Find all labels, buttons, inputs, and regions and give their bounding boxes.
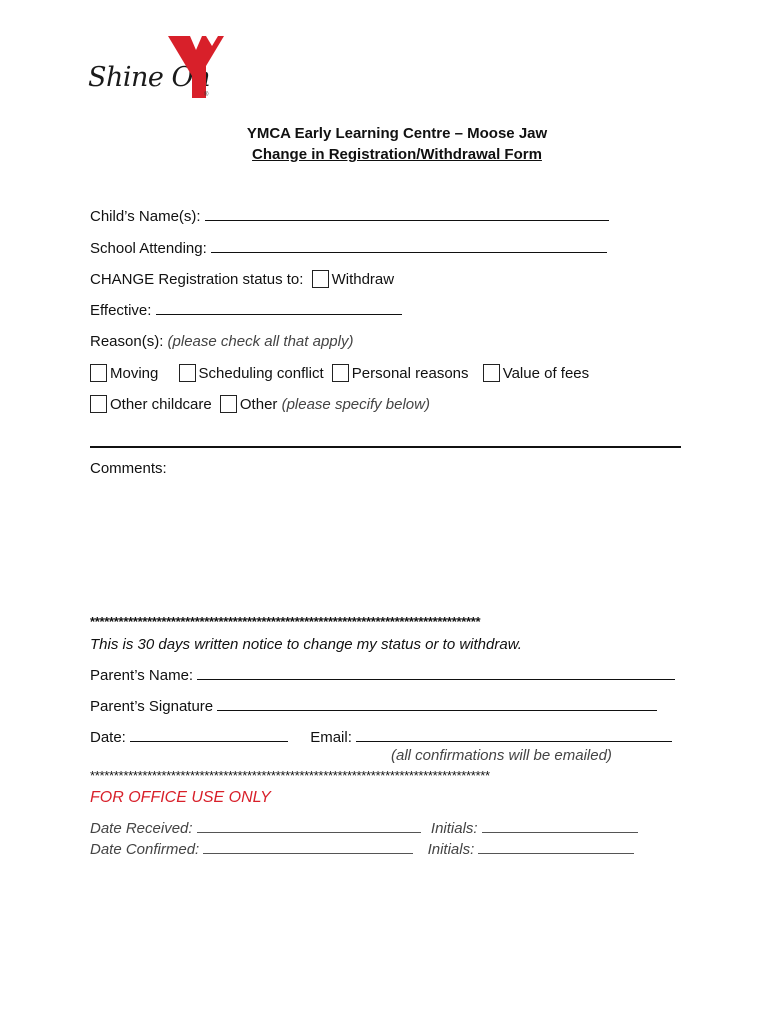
moving-checkbox[interactable]	[90, 364, 107, 382]
initials-label-1: Initials:	[430, 820, 478, 837]
other-childcare-label: Other childcare	[110, 396, 212, 413]
school-row	[90, 240, 607, 257]
date-confirmed-field[interactable]	[203, 841, 413, 854]
school-label: School Attending:	[90, 240, 207, 257]
separator-stars-2: ************************************************************************************	[90, 768, 490, 783]
date-email-row	[90, 729, 672, 746]
withdraw-label: Withdraw	[331, 271, 395, 288]
date-received-label: Date Received:	[90, 820, 193, 837]
personal-checkbox[interactable]	[332, 364, 349, 382]
parent-signature-field[interactable]	[217, 698, 657, 711]
parent-signature-row	[90, 698, 657, 715]
child-name-row	[90, 208, 609, 225]
other-label: Other	[239, 396, 278, 413]
separator-stars-1: **********************************************************************************	[90, 614, 481, 629]
reasons-hint: (please check all that apply)	[167, 333, 354, 350]
email-field[interactable]	[356, 729, 672, 742]
comments-label: Comments:	[90, 460, 167, 477]
email-hint: (all confirmations will be emailed)	[391, 747, 612, 764]
initials-field-1[interactable]	[482, 820, 638, 833]
date-received-row	[90, 820, 638, 837]
form-subtitle: Change in Registration/Withdrawal Form	[252, 146, 542, 163]
logo-registered-mark: ®	[204, 92, 209, 98]
personal-label: Personal reasons	[351, 365, 469, 382]
logo-tagline: Shine On	[88, 62, 210, 93]
withdraw-checkbox[interactable]	[312, 270, 329, 288]
reasons-checkbox-row-2	[90, 395, 430, 413]
change-status-row	[90, 270, 394, 288]
parent-name-row	[90, 667, 675, 684]
ymca-y-logo-icon	[168, 36, 224, 98]
scheduling-label: Scheduling conflict	[198, 365, 324, 382]
fees-checkbox[interactable]	[483, 364, 500, 382]
effective-label: Effective:	[90, 302, 152, 319]
school-field[interactable]	[211, 240, 607, 253]
date-label: Date:	[90, 729, 126, 746]
other-childcare-checkbox[interactable]	[90, 395, 107, 413]
initials-field-2[interactable]	[478, 841, 634, 854]
moving-label: Moving	[110, 365, 159, 382]
comments-area[interactable]	[90, 482, 680, 602]
effective-field[interactable]	[156, 302, 402, 315]
parent-signature-label: Parent’s Signature	[90, 698, 214, 715]
other-hint: (please specify below)	[281, 396, 430, 413]
child-name-label: Child’s Name(s):	[90, 208, 201, 225]
parent-name-field[interactable]	[197, 667, 675, 680]
effective-row	[90, 302, 402, 319]
date-received-field[interactable]	[197, 820, 421, 833]
child-name-field[interactable]	[205, 208, 609, 221]
office-heading: FOR OFFICE USE ONLY	[90, 789, 271, 806]
fees-label: Value of fees	[502, 365, 590, 382]
form-title: YMCA Early Learning Centre – Moose Jaw	[246, 125, 548, 142]
date-confirmed-label: Date Confirmed:	[90, 841, 200, 858]
reasons-checkbox-row-1	[90, 364, 589, 382]
notice-text: This is 30 days written notice to change my status or to withdraw.	[90, 636, 522, 653]
other-checkbox[interactable]	[220, 395, 237, 413]
change-status-label: CHANGE Registration status to:	[90, 271, 304, 288]
date-field[interactable]	[130, 729, 288, 742]
date-confirmed-row	[90, 841, 634, 858]
parent-name-label: Parent’s Name:	[90, 667, 194, 684]
initials-label-2: Initials:	[427, 841, 475, 858]
divider-line	[90, 446, 681, 448]
reasons-label: Reason(s):	[90, 333, 164, 350]
scheduling-checkbox[interactable]	[179, 364, 196, 382]
reasons-row	[90, 333, 353, 350]
email-label: Email:	[310, 729, 352, 746]
